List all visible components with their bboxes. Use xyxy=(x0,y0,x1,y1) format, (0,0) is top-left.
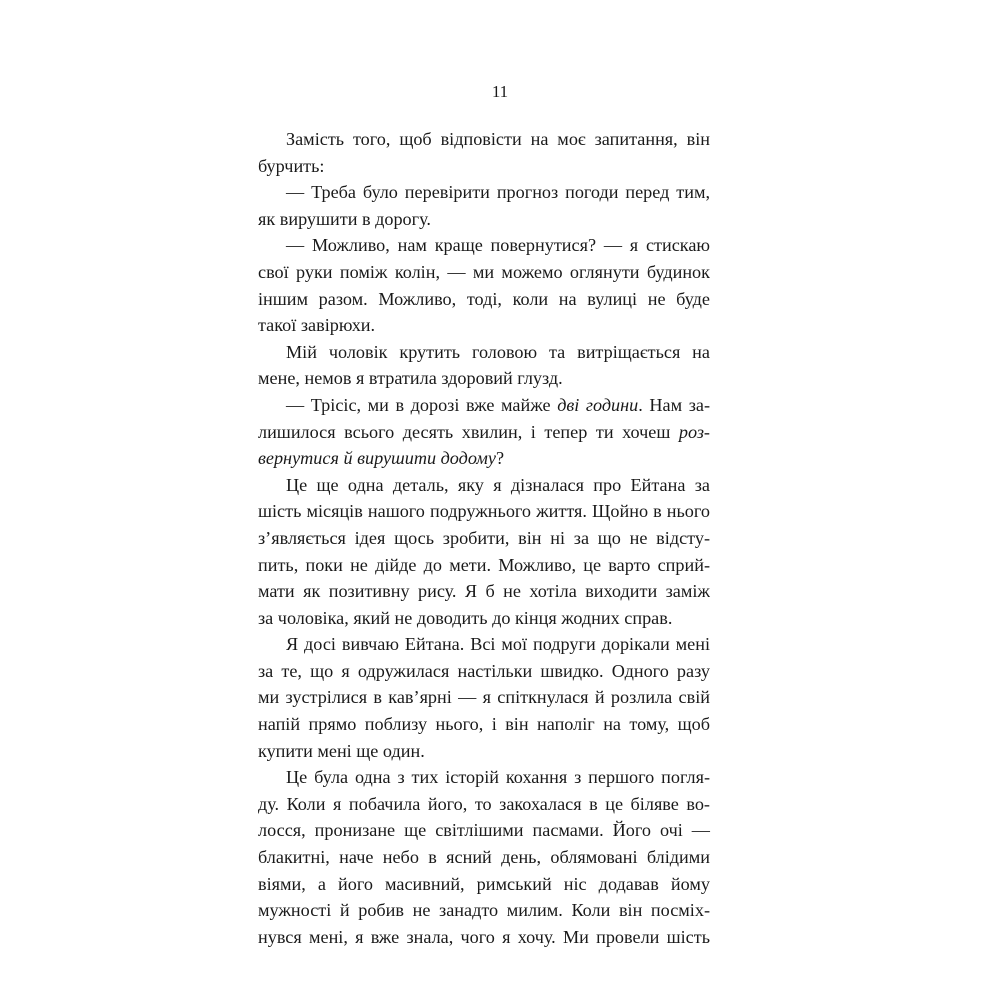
text-line xyxy=(258,392,710,419)
text-line xyxy=(258,445,710,472)
paragraph xyxy=(258,631,710,764)
page-number: 11 xyxy=(491,82,509,101)
paragraph xyxy=(258,126,710,179)
text-line: напій прямо поблизу нього, і він наполіг на тому, щоб xyxy=(258,714,710,735)
text-line: за чоловіка, який не доводить до кінця жодних справ. xyxy=(258,607,673,628)
emphasis-text: вернутися й вирушити додому xyxy=(258,448,496,469)
text-line: з’являється ідея щось зробити, він ні за що не відсту- xyxy=(258,527,710,548)
text-line: свої руки поміж колін, — ми можемо оглянути будинок xyxy=(258,261,710,282)
text-line: — Треба було перевірити прогноз погоди перед тим, xyxy=(286,182,710,203)
text-line: такої завірюхи. xyxy=(258,315,376,336)
text-line: віями, а його масивний, римський ніс додавав йому xyxy=(258,873,710,894)
text-line: бурчить: xyxy=(258,155,325,176)
text-line: мене, немов я втратила здоровий глузд. xyxy=(258,368,563,389)
text-line: нувся мені, я вже знала, чого я хочу. Ми провели шість xyxy=(258,926,710,947)
text-line: шість місяців нашого подружнього життя. Щойно в нього xyxy=(258,501,710,522)
text-line: як вирушити в дорогу. xyxy=(258,208,431,229)
text-line: Я досі вивчаю Ейтана. Всі мої подруги дорікали мені xyxy=(286,634,710,655)
emphasis-text: дві години xyxy=(557,394,639,415)
text-line: лосся, пронизане ще світлішими пасмами. Його очі — xyxy=(258,820,710,841)
dialogue-paragraph xyxy=(258,232,710,338)
text-segment: . Нам за- xyxy=(638,394,711,415)
text-line: Це була одна з тих історій кохання з першого погля- xyxy=(286,767,710,788)
text-segment: ? xyxy=(495,448,505,469)
text-line: Мій чоловік крутить головою та витріщається на xyxy=(286,341,710,362)
text-line xyxy=(258,419,710,446)
text-segment: — Трісіс, ми в дорозі вже майже xyxy=(286,394,558,415)
text-line: — Можливо, нам краще повернутися? — я стискаю xyxy=(286,235,710,256)
paragraph xyxy=(258,472,710,632)
text-line: блакитні, наче небо в ясний день, облямовані блідими xyxy=(258,847,710,868)
text-line: за те, що я одружилася настільки швидко. Одного разу xyxy=(258,660,710,681)
text-line: ми зустрілися в кав’ярні — я спіткнулася й розлила свій xyxy=(258,687,710,708)
text-line: купити мені ще один. xyxy=(258,740,425,761)
paragraph xyxy=(258,339,710,392)
text-segment: лишилося всього десять хвилин, і тепер ти хочеш xyxy=(258,421,679,442)
paragraph xyxy=(258,764,710,950)
text-line: мужності й робив не занадто милим. Коли він посміх- xyxy=(258,900,710,921)
text-line: іншим разом. Можливо, тоді, коли на вулиці не буде xyxy=(258,288,710,309)
text-line: Замість того, щоб відповісти на моє запитання, він xyxy=(286,129,710,149)
text-line: ду. Коли я побачила його, то закохалася в це біляве во- xyxy=(258,793,710,814)
text-line: Це ще одна деталь, яку я дізналася про Ейтана за xyxy=(286,474,710,495)
dialogue-paragraph xyxy=(258,392,710,472)
body-text xyxy=(258,126,710,950)
text-line: мати як позитивну рису. Я б не хотіла виходити заміж xyxy=(258,581,710,602)
text-line: пить, поки не дійде до мети. Можливо, це варто сприй- xyxy=(258,554,710,575)
dialogue-paragraph xyxy=(258,179,710,232)
emphasis-text: роз- xyxy=(678,421,710,442)
